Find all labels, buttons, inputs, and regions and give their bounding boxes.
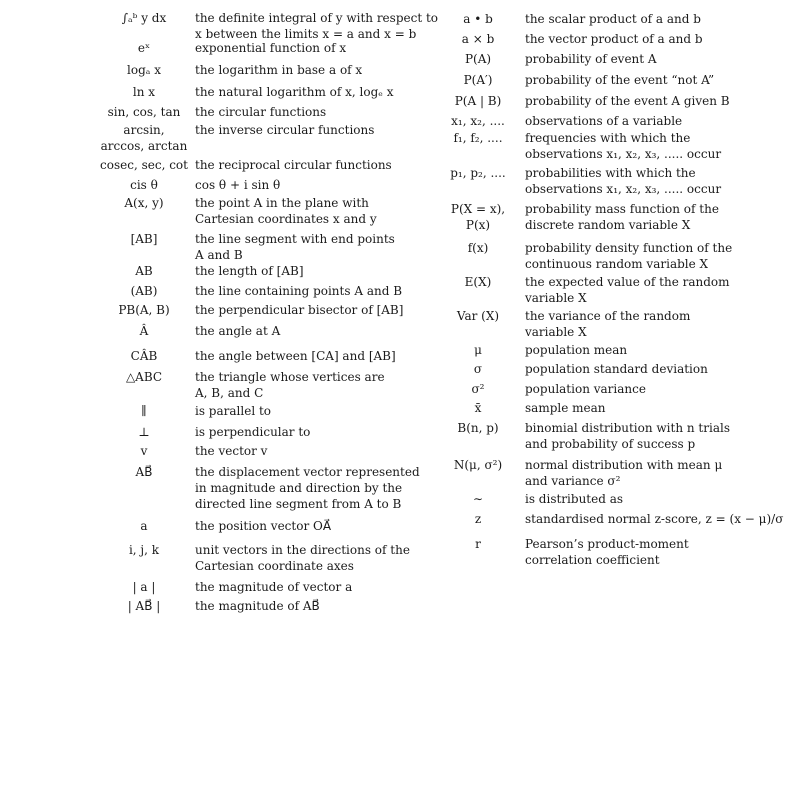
- notation-definition: [188, 598, 431, 614]
- notation-symbol: [438, 165, 518, 181]
- notation-symbol: [438, 342, 518, 358]
- notation-row: [438, 308, 779, 340]
- notation-symbol: [100, 518, 188, 534]
- notation-definition: [188, 323, 431, 339]
- notation-symbol-text: △ABC: [125, 370, 163, 384]
- notation-row: [100, 10, 439, 42]
- notation-definition: [188, 464, 431, 512]
- notation-symbol-text: P(x): [465, 218, 491, 232]
- definition-line: the inverse circular functions: [195, 123, 375, 137]
- notation-definition: [188, 195, 431, 227]
- notation-row: [438, 31, 779, 47]
- notation-symbol-text: (AB): [130, 284, 158, 298]
- notation-row: [100, 348, 431, 364]
- notation-symbol-text: E(X): [464, 275, 492, 289]
- definition-line: Pearson’s product-moment: [525, 537, 689, 551]
- notation-symbol-text: r: [475, 537, 481, 551]
- notation-symbol: [438, 274, 518, 290]
- definition-line: the vector v: [195, 444, 268, 458]
- notation-row: [438, 420, 779, 452]
- definition-line: probability of the event “not A”: [525, 73, 715, 87]
- notation-symbol: [438, 51, 518, 67]
- notation-row: [438, 491, 779, 507]
- notation-symbol: [438, 31, 518, 47]
- definition-line: probabilities with which the: [525, 166, 696, 180]
- definition-line: the line containing points A and B: [195, 284, 403, 298]
- notation-row: [100, 122, 431, 154]
- notation-row: [100, 403, 431, 419]
- definition-line: and variance σ²: [525, 474, 621, 488]
- notation-definition: [188, 443, 431, 459]
- notation-symbol-text: N(μ, σ²): [453, 458, 503, 472]
- definition-line: is perpendicular to: [195, 425, 311, 439]
- notation-symbol: [438, 240, 518, 256]
- notation-symbol: [438, 72, 518, 88]
- notation-symbol: [100, 302, 188, 318]
- notation-symbol: [438, 361, 518, 377]
- notation-row: [438, 93, 779, 109]
- notation-symbol: [438, 113, 518, 129]
- notation-symbol-text: μ: [474, 343, 482, 357]
- notation-definition: [188, 424, 431, 440]
- notation-symbol: [100, 443, 188, 459]
- notation-symbol: [438, 491, 518, 507]
- notation-row: [100, 263, 431, 279]
- notation-symbol-text: AB: [135, 264, 153, 278]
- notation-definition: [518, 342, 779, 358]
- notation-symbol: [100, 348, 188, 364]
- notation-symbol-text: P(X = x),: [450, 202, 506, 216]
- notation-definition: [518, 240, 779, 272]
- notation-symbol: [100, 122, 188, 154]
- notation-row: [438, 536, 779, 568]
- definition-line: population variance: [525, 382, 646, 396]
- definition-line: sample mean: [525, 401, 606, 415]
- notation-symbol: [100, 542, 188, 558]
- notation-row: [100, 323, 431, 339]
- definition-line: the vector product of a and b: [525, 32, 703, 46]
- notation-definition: [188, 122, 431, 138]
- notation-symbol: [438, 11, 518, 27]
- notation-row: [100, 443, 431, 459]
- notation-row: [438, 274, 779, 306]
- definition-line: the scalar product of a and b: [525, 12, 701, 26]
- definition-line: probability of event A: [525, 52, 657, 66]
- notation-row: [100, 302, 431, 318]
- notation-definition: [518, 381, 779, 397]
- notation-symbol-text: eˣ: [137, 41, 151, 55]
- notation-symbol-text: arcsin,: [123, 123, 165, 137]
- notation-symbol-text: P(A): [464, 52, 492, 66]
- notation-definition: [188, 369, 431, 401]
- notation-definition: [518, 420, 779, 452]
- notation-symbol: [438, 457, 518, 473]
- definition-line: the length of [AB]: [195, 264, 304, 278]
- notation-symbol-text: Var (X): [456, 309, 500, 323]
- definition-line: probability density function of the: [525, 241, 733, 255]
- notation-definition: [188, 283, 431, 299]
- definition-line: directed line segment from A to B: [195, 497, 402, 511]
- notation-row: [100, 40, 431, 56]
- notation-symbol-text: arccos, arctan: [100, 139, 188, 153]
- definition-line: the position vector OA⃗: [195, 519, 332, 533]
- notation-symbol-text: | a |: [132, 580, 156, 594]
- notation-row: [100, 104, 431, 120]
- notation-row: [438, 113, 779, 129]
- notation-symbol: [438, 201, 518, 233]
- definition-line: unit vectors in the directions of the: [195, 543, 410, 557]
- notation-definition: [188, 263, 431, 279]
- notation-row: [100, 84, 431, 100]
- notation-row: [100, 424, 431, 440]
- notation-definition: [518, 457, 779, 489]
- notation-symbol-text: σ²: [471, 382, 485, 396]
- notation-row: [438, 400, 779, 416]
- notation-symbol: [100, 62, 188, 78]
- notation-symbol-text: p₁, p₂, ....: [450, 166, 506, 180]
- notation-symbol: [438, 308, 518, 324]
- notation-symbol: [438, 130, 518, 146]
- definition-line: observations x₁, x₂, x₃, ..... occur: [525, 182, 722, 196]
- notation-symbol: [100, 231, 188, 247]
- notation-definition: [518, 11, 779, 27]
- definition-line: the magnitude of AB⃗: [195, 599, 320, 613]
- definition-line: variable X: [525, 325, 587, 339]
- notation-symbol-text: a • b: [463, 12, 493, 26]
- notation-row: [438, 240, 779, 272]
- definition-line: is parallel to: [195, 404, 272, 418]
- definition-line: variable X: [525, 291, 587, 305]
- notation-definition: [188, 231, 431, 263]
- notation-row: [100, 598, 431, 614]
- notation-symbol-text: CÂB: [130, 349, 158, 363]
- notation-row: [100, 195, 431, 227]
- notation-symbol: [100, 323, 188, 339]
- definition-line: Cartesian coordinate axes: [195, 559, 354, 573]
- definition-line: correlation coefficient: [525, 553, 660, 567]
- definition-line: the reciprocal circular functions: [195, 158, 392, 172]
- notation-definition: [188, 579, 431, 595]
- definition-line: observations x₁, x₂, x₃, ..... occur: [525, 147, 722, 161]
- notation-definition: [518, 31, 779, 47]
- definition-line: the displacement vector represented: [195, 465, 420, 479]
- notation-definition: [188, 403, 431, 419]
- notation-row: [438, 201, 779, 233]
- definition-line: the variance of the random: [525, 309, 691, 323]
- notation-definition: [188, 84, 431, 100]
- notation-definition: [518, 536, 779, 568]
- notation-symbol: [100, 424, 188, 440]
- notation-definition: [518, 72, 779, 88]
- notation-symbol-text: ∫ₐᵇ y dx: [121, 11, 167, 25]
- notation-definition: [518, 491, 779, 507]
- notation-symbol: [100, 283, 188, 299]
- definition-line: the magnitude of vector a: [195, 580, 353, 594]
- notation-symbol-text: Â: [139, 324, 149, 338]
- notation-definition: [188, 40, 431, 56]
- notation-symbol: [438, 536, 518, 552]
- notation-symbol: [100, 104, 188, 120]
- notation-symbol: [438, 400, 518, 416]
- notation-symbol-text: sin, cos, tan: [107, 105, 181, 119]
- notation-symbol-text: ∼: [472, 492, 484, 506]
- notation-symbol: [100, 403, 188, 419]
- notation-symbol-text: σ: [473, 362, 483, 376]
- notation-definition: [518, 361, 779, 377]
- notation-symbol: [100, 464, 188, 480]
- notation-symbol-text: v: [140, 444, 148, 458]
- definition-line: the point A in the plane with: [195, 196, 369, 210]
- notation-symbol-text: a: [140, 519, 148, 533]
- notation-definition: [518, 130, 779, 162]
- notation-row: [438, 511, 784, 527]
- notation-definition: [188, 157, 431, 173]
- notation-definition: [188, 177, 431, 193]
- notation-symbol: [100, 10, 188, 26]
- notation-symbol: [438, 420, 518, 436]
- definition-line: the definite integral of y with respect to: [195, 11, 439, 25]
- notation-row: [100, 518, 431, 534]
- notation-definition: [518, 308, 779, 340]
- definition-line: the logarithm in base a of x: [195, 63, 363, 77]
- definition-line: the perpendicular bisector of [AB]: [195, 303, 404, 317]
- notation-symbol: [438, 93, 518, 109]
- notation-definition: [188, 62, 431, 78]
- notation-symbol-text: [AB]: [130, 232, 158, 246]
- notation-row: [100, 369, 431, 401]
- definition-line: probability mass function of the: [525, 202, 719, 216]
- notation-symbol-text: PB(A, B): [118, 303, 170, 317]
- definition-line: binomial distribution with n trials: [525, 421, 730, 435]
- definition-line: A, B, and C: [195, 386, 264, 400]
- definition-line: the angle between [CA] and [AB]: [195, 349, 396, 363]
- notation-row: [100, 579, 431, 595]
- notation-symbol: [100, 369, 188, 385]
- definition-line: observations of a variable: [525, 114, 683, 128]
- notation-row: [100, 464, 431, 512]
- definition-line: discrete random variable X: [525, 218, 691, 232]
- notation-definition: [188, 10, 439, 42]
- notation-symbol: [100, 263, 188, 279]
- notation-symbol: [438, 511, 518, 527]
- definition-line: normal distribution with mean μ: [525, 458, 723, 472]
- notation-symbol-text: f(x): [467, 241, 489, 255]
- notation-symbol: [100, 579, 188, 595]
- notation-row: [100, 62, 431, 78]
- notation-symbol-text: cis θ: [130, 178, 158, 192]
- notation-row: [438, 130, 779, 162]
- notation-definition: [518, 165, 779, 197]
- notation-definition: [188, 348, 431, 364]
- notation-symbol: [100, 195, 188, 211]
- notation-row: [438, 361, 779, 377]
- definition-line: and probability of success p: [525, 437, 696, 451]
- notation-symbol: [100, 40, 188, 56]
- notation-symbol-text: a × b: [461, 32, 495, 46]
- definition-line: continuous random variable X: [525, 257, 709, 271]
- definition-line: the natural logarithm of x, logₑ x: [195, 85, 394, 99]
- notation-row: [438, 381, 779, 397]
- definition-line: the triangle whose vertices are: [195, 370, 385, 384]
- notation-symbol-text: z: [474, 512, 482, 526]
- definition-line: x between the limits x = a and x = b: [195, 27, 417, 41]
- notation-definition: [518, 274, 779, 306]
- notation-symbol-text: x̄: [474, 401, 482, 415]
- notation-row: [100, 231, 431, 263]
- notation-symbol-text: P(A′): [463, 73, 493, 87]
- definition-line: the angle at A: [195, 324, 281, 338]
- notation-symbol-text: i, j, k: [128, 543, 160, 557]
- notation-symbol-text: P(A | B): [454, 94, 502, 108]
- notation-definition: [518, 51, 779, 67]
- definition-line: the expected value of the random: [525, 275, 730, 289]
- notation-symbol-text: ⊥: [138, 425, 150, 439]
- notation-definition: [188, 302, 431, 318]
- notation-symbol: [100, 157, 188, 173]
- notation-symbol-text: x₁, x₂, ....: [451, 114, 505, 128]
- definition-line: probability of the event A given B: [525, 94, 730, 108]
- notation-definition: [188, 104, 431, 120]
- definition-line: population mean: [525, 343, 628, 357]
- definition-line: the line segment with end points: [195, 232, 395, 246]
- notation-definition: [518, 511, 784, 527]
- notation-row: [438, 72, 779, 88]
- notation-symbol-text: AB⃗: [135, 465, 153, 479]
- notation-symbol-text: f₁, f₂, ....: [453, 131, 503, 145]
- definition-line: Cartesian coordinates x and y: [195, 212, 377, 226]
- definition-line: A and B: [195, 248, 243, 262]
- notation-row: [438, 342, 779, 358]
- notation-definition: [518, 113, 779, 129]
- notation-symbol: [100, 84, 188, 100]
- definition-line: frequencies with which the: [525, 131, 691, 145]
- notation-row: [100, 177, 431, 193]
- definition-line: in magnitude and direction by the: [195, 481, 403, 495]
- notation-symbol: [100, 177, 188, 193]
- notation-definition: [188, 542, 431, 574]
- notation-symbol: [100, 598, 188, 614]
- notation-symbol-text: | AB⃗ |: [127, 599, 161, 613]
- notation-symbol-text: logₐ x: [127, 63, 161, 77]
- definition-line: the circular functions: [195, 105, 327, 119]
- notation-row: [100, 542, 431, 574]
- notation-symbol: [438, 381, 518, 397]
- notation-symbol-text: ∥: [141, 404, 147, 418]
- notation-definition: [518, 400, 779, 416]
- notation-row: [100, 283, 431, 299]
- notation-row: [438, 11, 779, 27]
- notation-symbol-text: ln x: [132, 85, 156, 99]
- definition-line: standardised normal z-score, z = (x − μ)/σ: [525, 512, 784, 526]
- definition-line: exponential function of x: [195, 41, 347, 55]
- definition-line: cos θ + i sin θ: [195, 178, 281, 192]
- definition-line: population standard deviation: [525, 362, 708, 376]
- definition-line: is distributed as: [525, 492, 624, 506]
- notation-row: [438, 457, 779, 489]
- notation-symbol-text: A(x, y): [124, 196, 164, 210]
- notation-row: [100, 157, 431, 173]
- notation-row: [438, 165, 779, 197]
- notation-row: [438, 51, 779, 67]
- notation-symbol-text: B(n, p): [457, 421, 499, 435]
- notation-symbol-text: cosec, sec, cot: [100, 158, 188, 172]
- notation-definition: [188, 518, 431, 534]
- notation-definition: [518, 201, 779, 233]
- notation-definition: [518, 93, 779, 109]
